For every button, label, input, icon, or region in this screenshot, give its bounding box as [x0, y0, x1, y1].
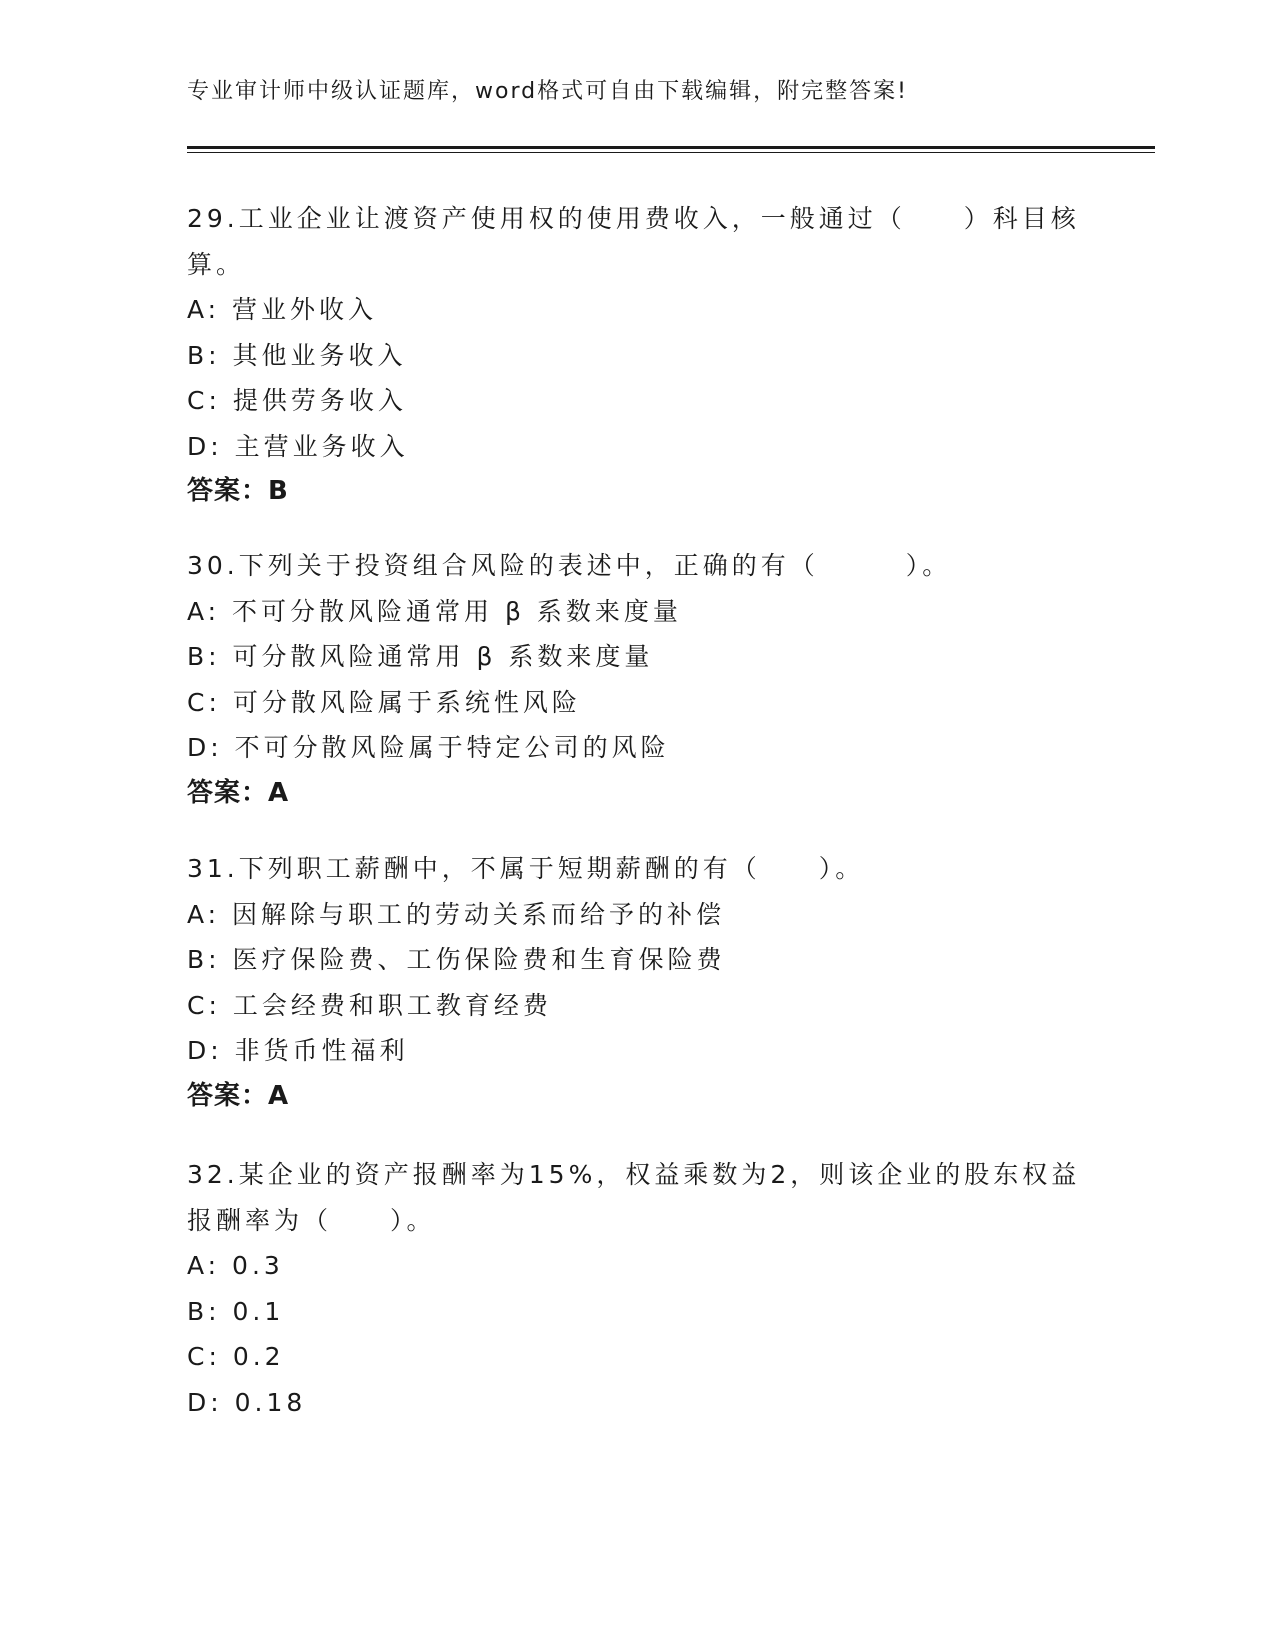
- option-b: B: 0.1: [187, 1296, 285, 1326]
- header-rule-thin: [187, 152, 1155, 153]
- answer-line: 答案：B: [187, 476, 289, 506]
- option-b: B: 医疗保险费、工伤保险费和生育保险费: [187, 945, 726, 974]
- option-c: C: 可分散风险属于系统性风险: [187, 687, 581, 717]
- option-a: A: 0.3: [187, 1251, 284, 1280]
- question-stem-line: 32.某企业的资产报酬率为15%，权益乘数为2，则该企业的股东权益: [187, 1160, 1081, 1189]
- question-stem-line: 报酬率为（ ）。: [187, 1205, 436, 1235]
- option-a: A: 因解除与职工的劳动关系而给予的补偿: [187, 899, 726, 929]
- option-d: D: 0.18: [187, 1387, 307, 1417]
- option-c: C: 提供劳务收入: [187, 386, 407, 415]
- answer-line: 答案：A: [187, 777, 290, 808]
- document-header: 专业审计师中级认证题库，word格式可自由下载编辑，附完整答案!: [187, 79, 908, 104]
- option-a: A: 不可分散风险通常用 β 系数来度量: [187, 596, 682, 626]
- option-d: D: 不可分散风险属于特定公司的风险: [187, 733, 670, 762]
- question-31: [187, 846, 1087, 1119]
- header-rule-thick: [187, 146, 1155, 149]
- option-c: C: 0.2: [187, 1342, 285, 1371]
- option-c: C: 工会经费和职工教育经费: [187, 990, 552, 1020]
- option-a: A: 营业外收入: [187, 295, 378, 324]
- option-d: D: 主营业务收入: [187, 431, 409, 461]
- answer-line: 答案：A: [187, 1080, 290, 1111]
- question-stem-line: 30.下列关于投资组合风险的表述中，正确的有（ ）。: [187, 551, 952, 580]
- question-stem-line: 29.工业企业让渡资产使用权的使用费收入，一般通过（ ）科目核: [187, 204, 1080, 233]
- question-32: [187, 1152, 1087, 1425]
- option-b: B: 可分散风险通常用 β 系数来度量: [187, 642, 654, 671]
- question-29: [187, 196, 1087, 515]
- question-30: [187, 543, 1087, 816]
- option-b: B: 其他业务收入: [187, 340, 407, 370]
- option-d: D: 非货币性福利: [187, 1036, 409, 1065]
- question-stem-line: 算。: [187, 249, 246, 279]
- question-stem-line: 31.下列职工薪酬中，不属于短期薪酬的有（ ）。: [187, 854, 865, 883]
